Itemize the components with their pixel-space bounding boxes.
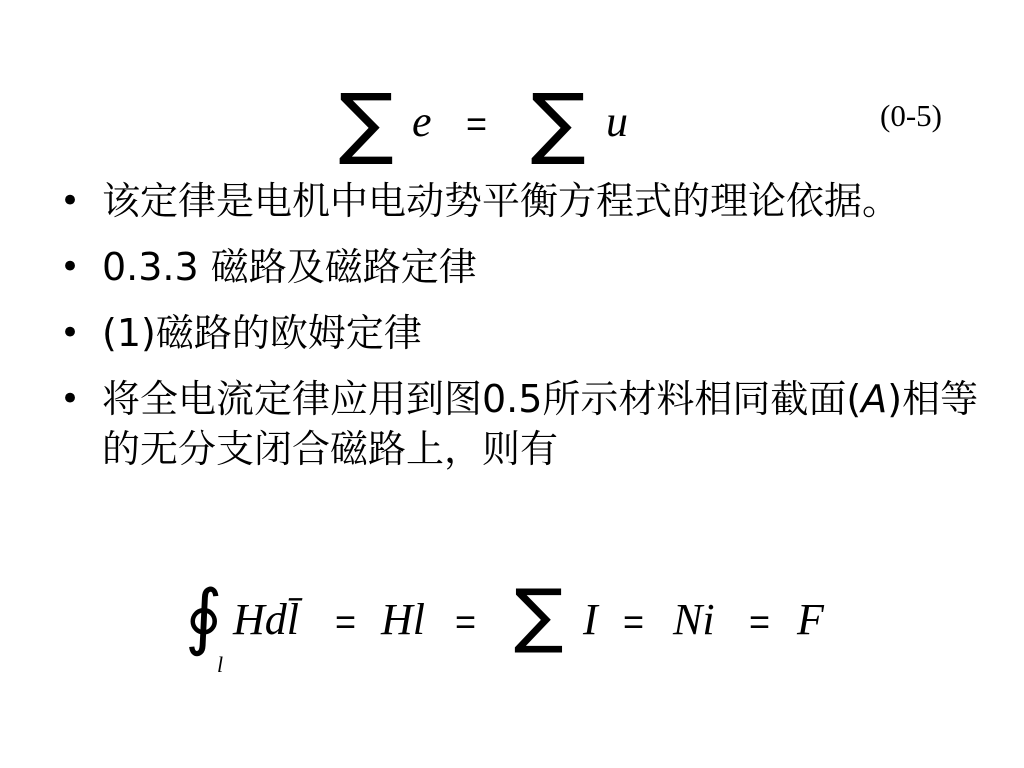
equation-ampere bbox=[185, 574, 865, 678]
bullet-dot-icon: • bbox=[60, 379, 81, 419]
bullet-text: 0.3.3 磁路及磁路定律 bbox=[102, 245, 477, 289]
bullet-list bbox=[60, 176, 980, 490]
summation-icon: ∑ bbox=[530, 78, 586, 168]
bullet-text-post: )相等的无分支闭合磁路上，则有 bbox=[102, 377, 979, 471]
bullet-text-italic: A bbox=[861, 377, 888, 421]
eq2-term: Hl bbox=[381, 595, 425, 644]
eq2-term: Hdl̄ bbox=[233, 595, 299, 644]
integral-subscript: l bbox=[217, 652, 224, 677]
bullet-item bbox=[60, 308, 980, 358]
bullet-dot-icon: • bbox=[60, 247, 81, 287]
eq1-lhs-var: e bbox=[412, 97, 432, 146]
eq1-equals: = bbox=[466, 103, 488, 144]
summation-icon: ∑ bbox=[338, 78, 394, 168]
equation-kvl bbox=[340, 78, 660, 168]
bullet-dot-icon: • bbox=[60, 181, 81, 221]
eq2-equals: = bbox=[623, 601, 645, 642]
summation-icon: ∑ bbox=[513, 574, 564, 656]
eq1-rhs-var: u bbox=[606, 97, 628, 146]
bullet-item bbox=[60, 176, 980, 226]
bullet-text-pre: 将全电流定律应用到图0.5所示材料相同截面( bbox=[102, 377, 862, 421]
bullet-dot-icon: • bbox=[60, 313, 81, 353]
eq2-term: I bbox=[583, 595, 598, 644]
contour-integral-icon: ∮ bbox=[185, 574, 223, 658]
eq2-term: F bbox=[797, 595, 824, 644]
bullet-text: (1)磁路的欧姆定律 bbox=[102, 311, 422, 355]
eq2-term: Ni bbox=[673, 595, 715, 644]
equation-number: (0-5) bbox=[880, 98, 942, 133]
eq2-equals: = bbox=[749, 601, 771, 642]
bullet-item bbox=[60, 242, 980, 292]
bullet-text: 该定律是电机中电动势平衡方程式的理论依据。 bbox=[102, 179, 901, 223]
eq2-equals: = bbox=[335, 601, 357, 642]
eq2-equals: = bbox=[455, 601, 477, 642]
bullet-item bbox=[60, 374, 980, 474]
